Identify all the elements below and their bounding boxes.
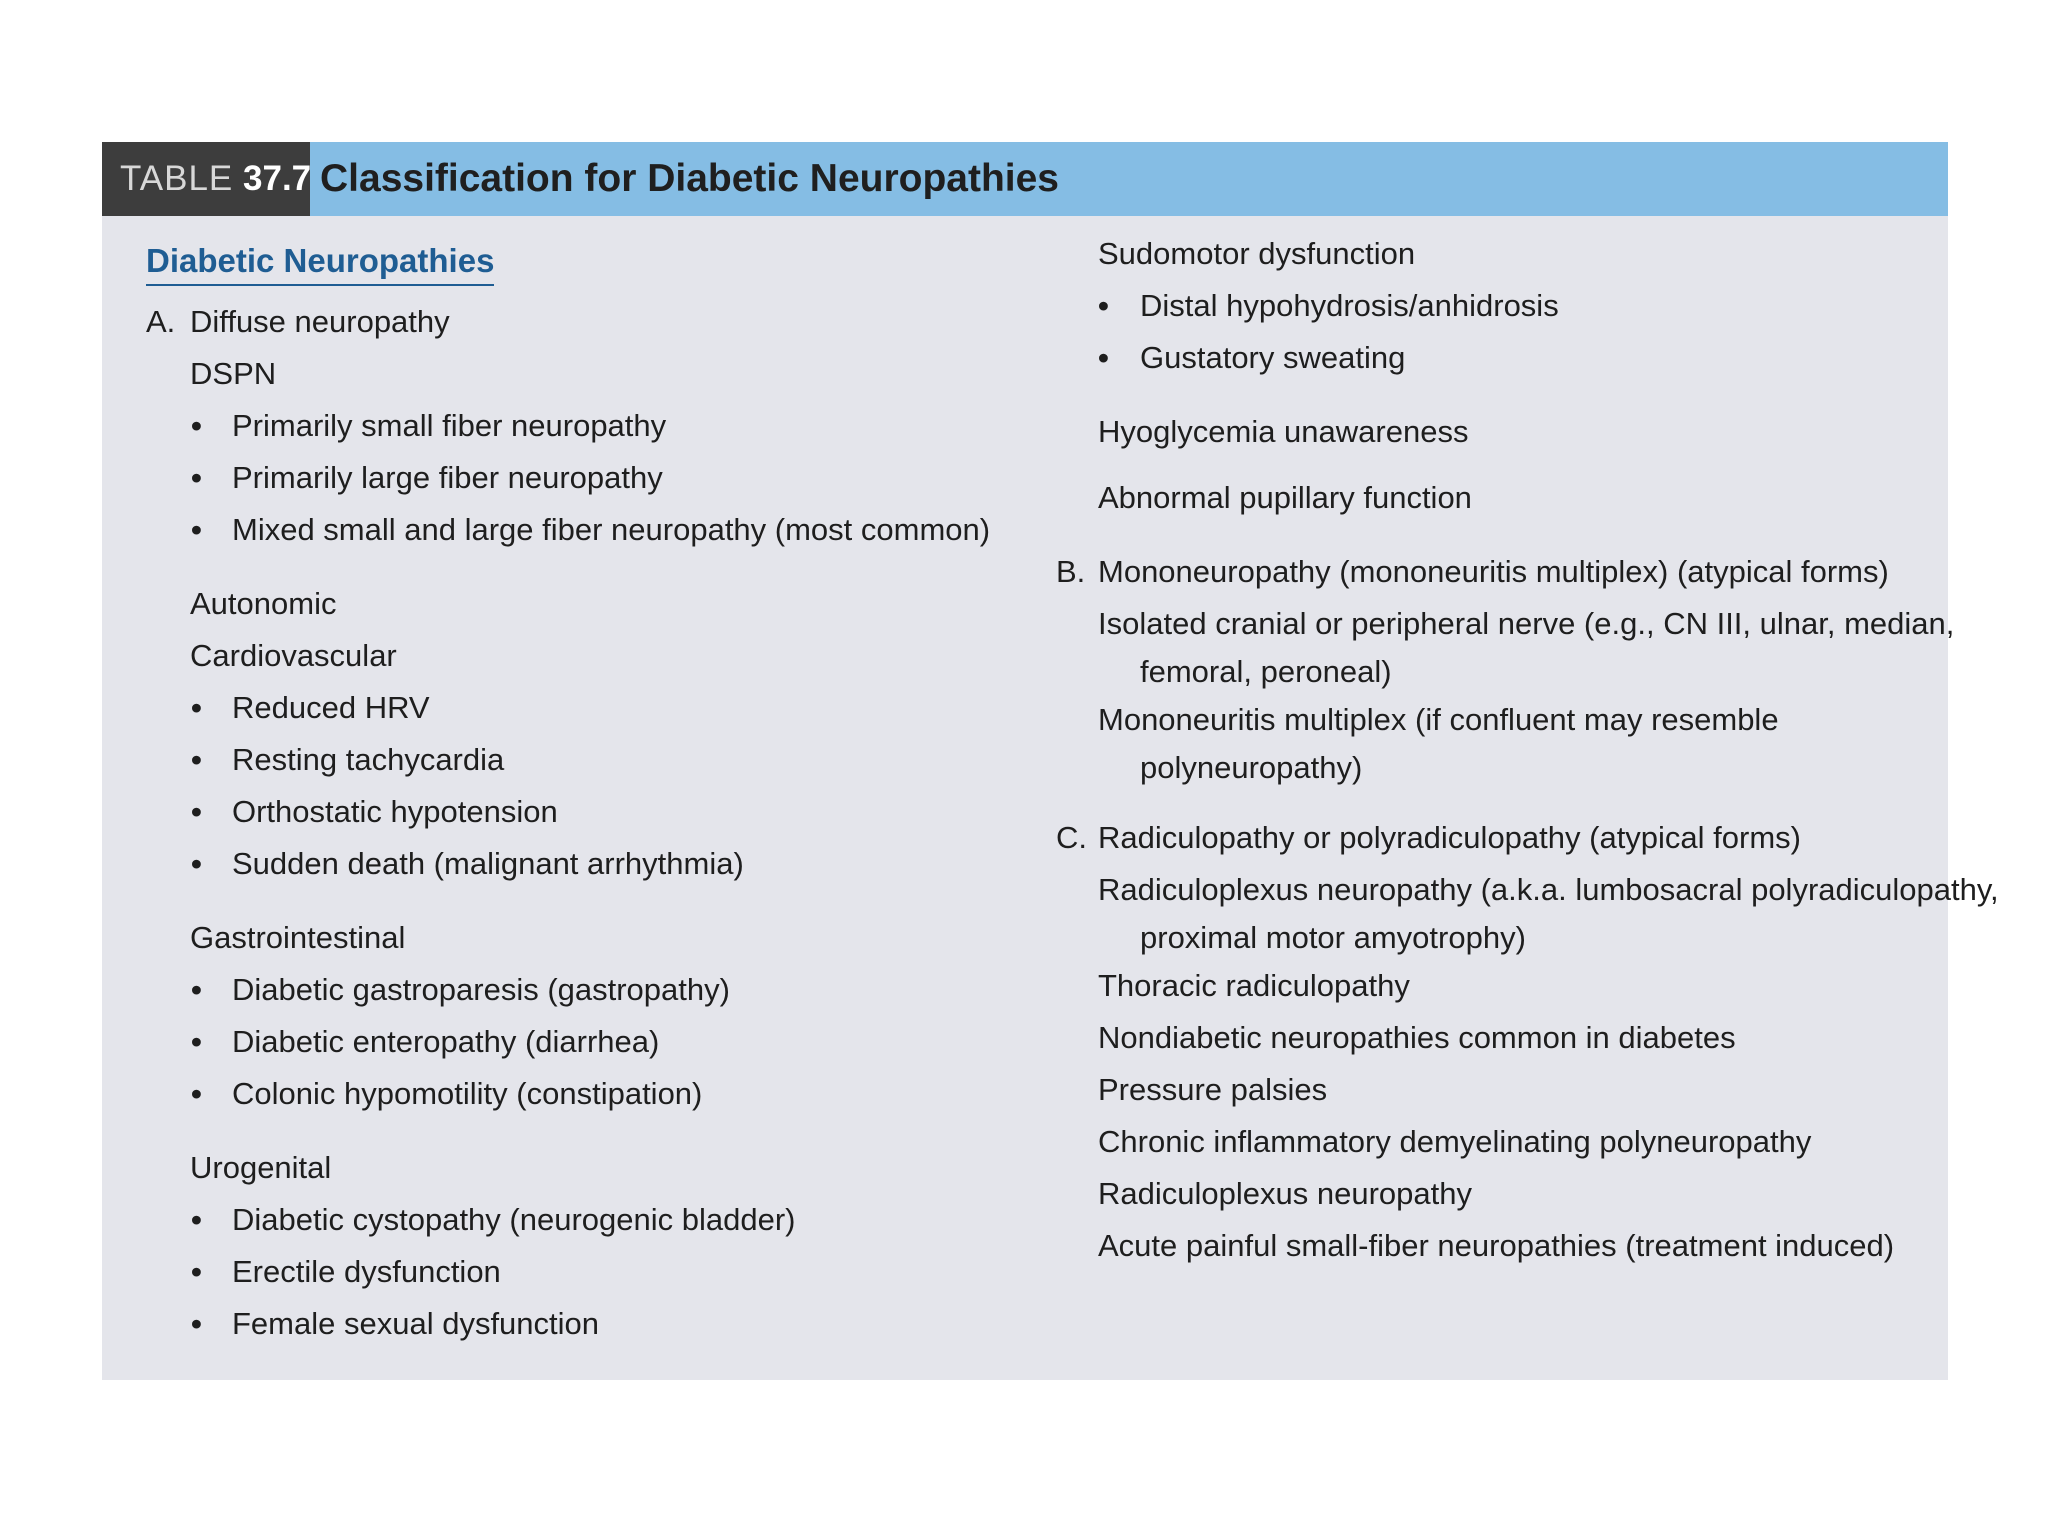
subheading-pupillary: Abnormal pupillary function <box>1098 480 1472 515</box>
subheading-hypoglycemia: Hyoglycemia unawareness <box>1098 414 1469 449</box>
bullet-item <box>146 838 990 890</box>
entry-line: Radiculoplexus neuropathy (a.k.a. lumbosacral polyradiculopathy, <box>1098 872 1999 907</box>
bullet-item <box>146 964 990 1016</box>
category-letter: B. <box>1056 554 1086 589</box>
entry-line: Isolated cranial or peripheral nerve (e.g., CN III, ulnar, median, <box>1098 606 1955 641</box>
left-column <box>146 236 990 1350</box>
subheading-urogenital: Urogenital <box>190 1150 332 1185</box>
bullet-text: Mixed small and large fiber neuropathy (most common) <box>232 512 991 547</box>
bullet-text: Diabetic enteropathy (diarrhea) <box>232 1024 660 1059</box>
bullet-icon: • <box>191 972 202 1007</box>
spacer <box>146 1120 990 1142</box>
bullet-text: Erectile dysfunction <box>232 1254 501 1289</box>
bullet-text: Primarily large fiber neuropathy <box>232 460 663 495</box>
entry-line: Acute painful small-fiber neuropathies (treatment induced) <box>1098 1228 1895 1263</box>
category-label: Diffuse neuropathy <box>190 304 450 339</box>
bullet-icon: • <box>191 846 202 881</box>
entry-line: Chronic inflammatory demyelinating polyneuropathy <box>1098 1124 1812 1159</box>
category-label: Radiculopathy or polyradiculopathy (atypical forms) <box>1098 820 1801 855</box>
bullet-item <box>1098 280 1999 332</box>
table-card <box>102 142 1999 1380</box>
category-label: Mononeuropathy (mononeuritis multiplex) (atypical forms) <box>1098 554 1889 589</box>
bullet-icon: • <box>191 1076 202 1111</box>
bullet-text: Diabetic gastroparesis (gastropathy) <box>232 972 730 1007</box>
bullet-icon: • <box>191 742 202 777</box>
table-header <box>102 142 1948 216</box>
entry-line: Thoracic radiculopathy <box>1098 968 1410 1003</box>
bullet-icon: • <box>1098 288 1109 323</box>
bullet-item <box>146 786 990 838</box>
bullet-text: Colonic hypomotility (constipation) <box>232 1076 703 1111</box>
bullet-icon: • <box>191 512 202 547</box>
table-word: TABLE <box>120 159 234 198</box>
spacer <box>1098 458 1999 472</box>
bullet-text: Resting tachycardia <box>232 742 505 777</box>
bullet-item <box>146 400 990 452</box>
bullet-icon: • <box>191 1024 202 1059</box>
entry-line: Radiculoplexus neuropathy <box>1098 1176 1472 1211</box>
bullet-item <box>146 1194 990 1246</box>
category-c <box>1056 812 1999 864</box>
table-number: 37.7 <box>243 159 312 198</box>
spacer <box>1098 384 1999 406</box>
bullet-icon: • <box>191 1306 202 1341</box>
bullet-text: Female sexual dysfunction <box>232 1306 600 1341</box>
section-heading: Diabetic Neuropathies <box>146 238 494 286</box>
entry-line: Pressure palsies <box>1098 1072 1328 1107</box>
bullet-icon: • <box>191 408 202 443</box>
entry-line: Nondiabetic neuropathies common in diabetes <box>1098 1020 1736 1055</box>
spacer <box>1098 524 1999 546</box>
category-a <box>146 296 990 348</box>
bullet-item <box>146 1298 990 1350</box>
subheading-dspn: DSPN <box>190 356 277 391</box>
spacer <box>146 556 990 578</box>
bullet-text: Distal hypohydrosis/anhidrosis <box>1140 288 1559 323</box>
entry-continuation: polyneuropathy) <box>1140 750 1363 785</box>
bullet-text: Orthostatic hypotension <box>232 794 558 829</box>
entry-continuation: proximal motor amyotrophy) <box>1140 920 1526 955</box>
category-b <box>1056 546 1999 598</box>
bullet-item <box>146 1068 990 1120</box>
subheading-sudomotor: Sudomotor dysfunction <box>1098 236 1416 271</box>
spacer <box>146 890 990 912</box>
bullet-item <box>146 504 990 556</box>
bullet-icon: • <box>191 1254 202 1289</box>
bullet-text: Gustatory sweating <box>1140 340 1406 375</box>
bullet-item <box>1098 332 1999 384</box>
bullet-text: Primarily small fiber neuropathy <box>232 408 667 443</box>
bullet-item <box>146 1016 990 1068</box>
bullet-icon: • <box>191 460 202 495</box>
bullet-icon: • <box>1098 340 1109 375</box>
table-title: Classification for Diabetic Neuropathies <box>320 157 1060 200</box>
bullet-text: Reduced HRV <box>232 690 430 725</box>
bullet-icon: • <box>191 690 202 725</box>
spacer <box>1098 790 1999 812</box>
category-letter: A. <box>146 304 176 339</box>
bullet-item <box>146 734 990 786</box>
bullet-item <box>146 452 990 504</box>
subheading-gastrointestinal: Gastrointestinal <box>190 920 406 955</box>
right-column <box>1056 228 1999 1272</box>
bullet-text: Sudden death (malignant arrhythmia) <box>232 846 744 881</box>
subheading-autonomic: Autonomic <box>190 586 337 621</box>
bullet-item <box>146 1246 990 1298</box>
table-number-tag <box>102 142 310 216</box>
category-letter: C. <box>1056 820 1087 855</box>
bullet-text: Diabetic cystopathy (neurogenic bladder) <box>232 1202 796 1237</box>
bullet-item <box>146 682 990 734</box>
bullet-icon: • <box>191 1202 202 1237</box>
subheading-cardiovascular: Cardiovascular <box>190 638 397 673</box>
bullet-icon: • <box>191 794 202 829</box>
entry-line: Mononeuritis multiplex (if confluent may resemble <box>1098 702 1779 737</box>
entry-continuation: femoral, peroneal) <box>1140 654 1392 689</box>
